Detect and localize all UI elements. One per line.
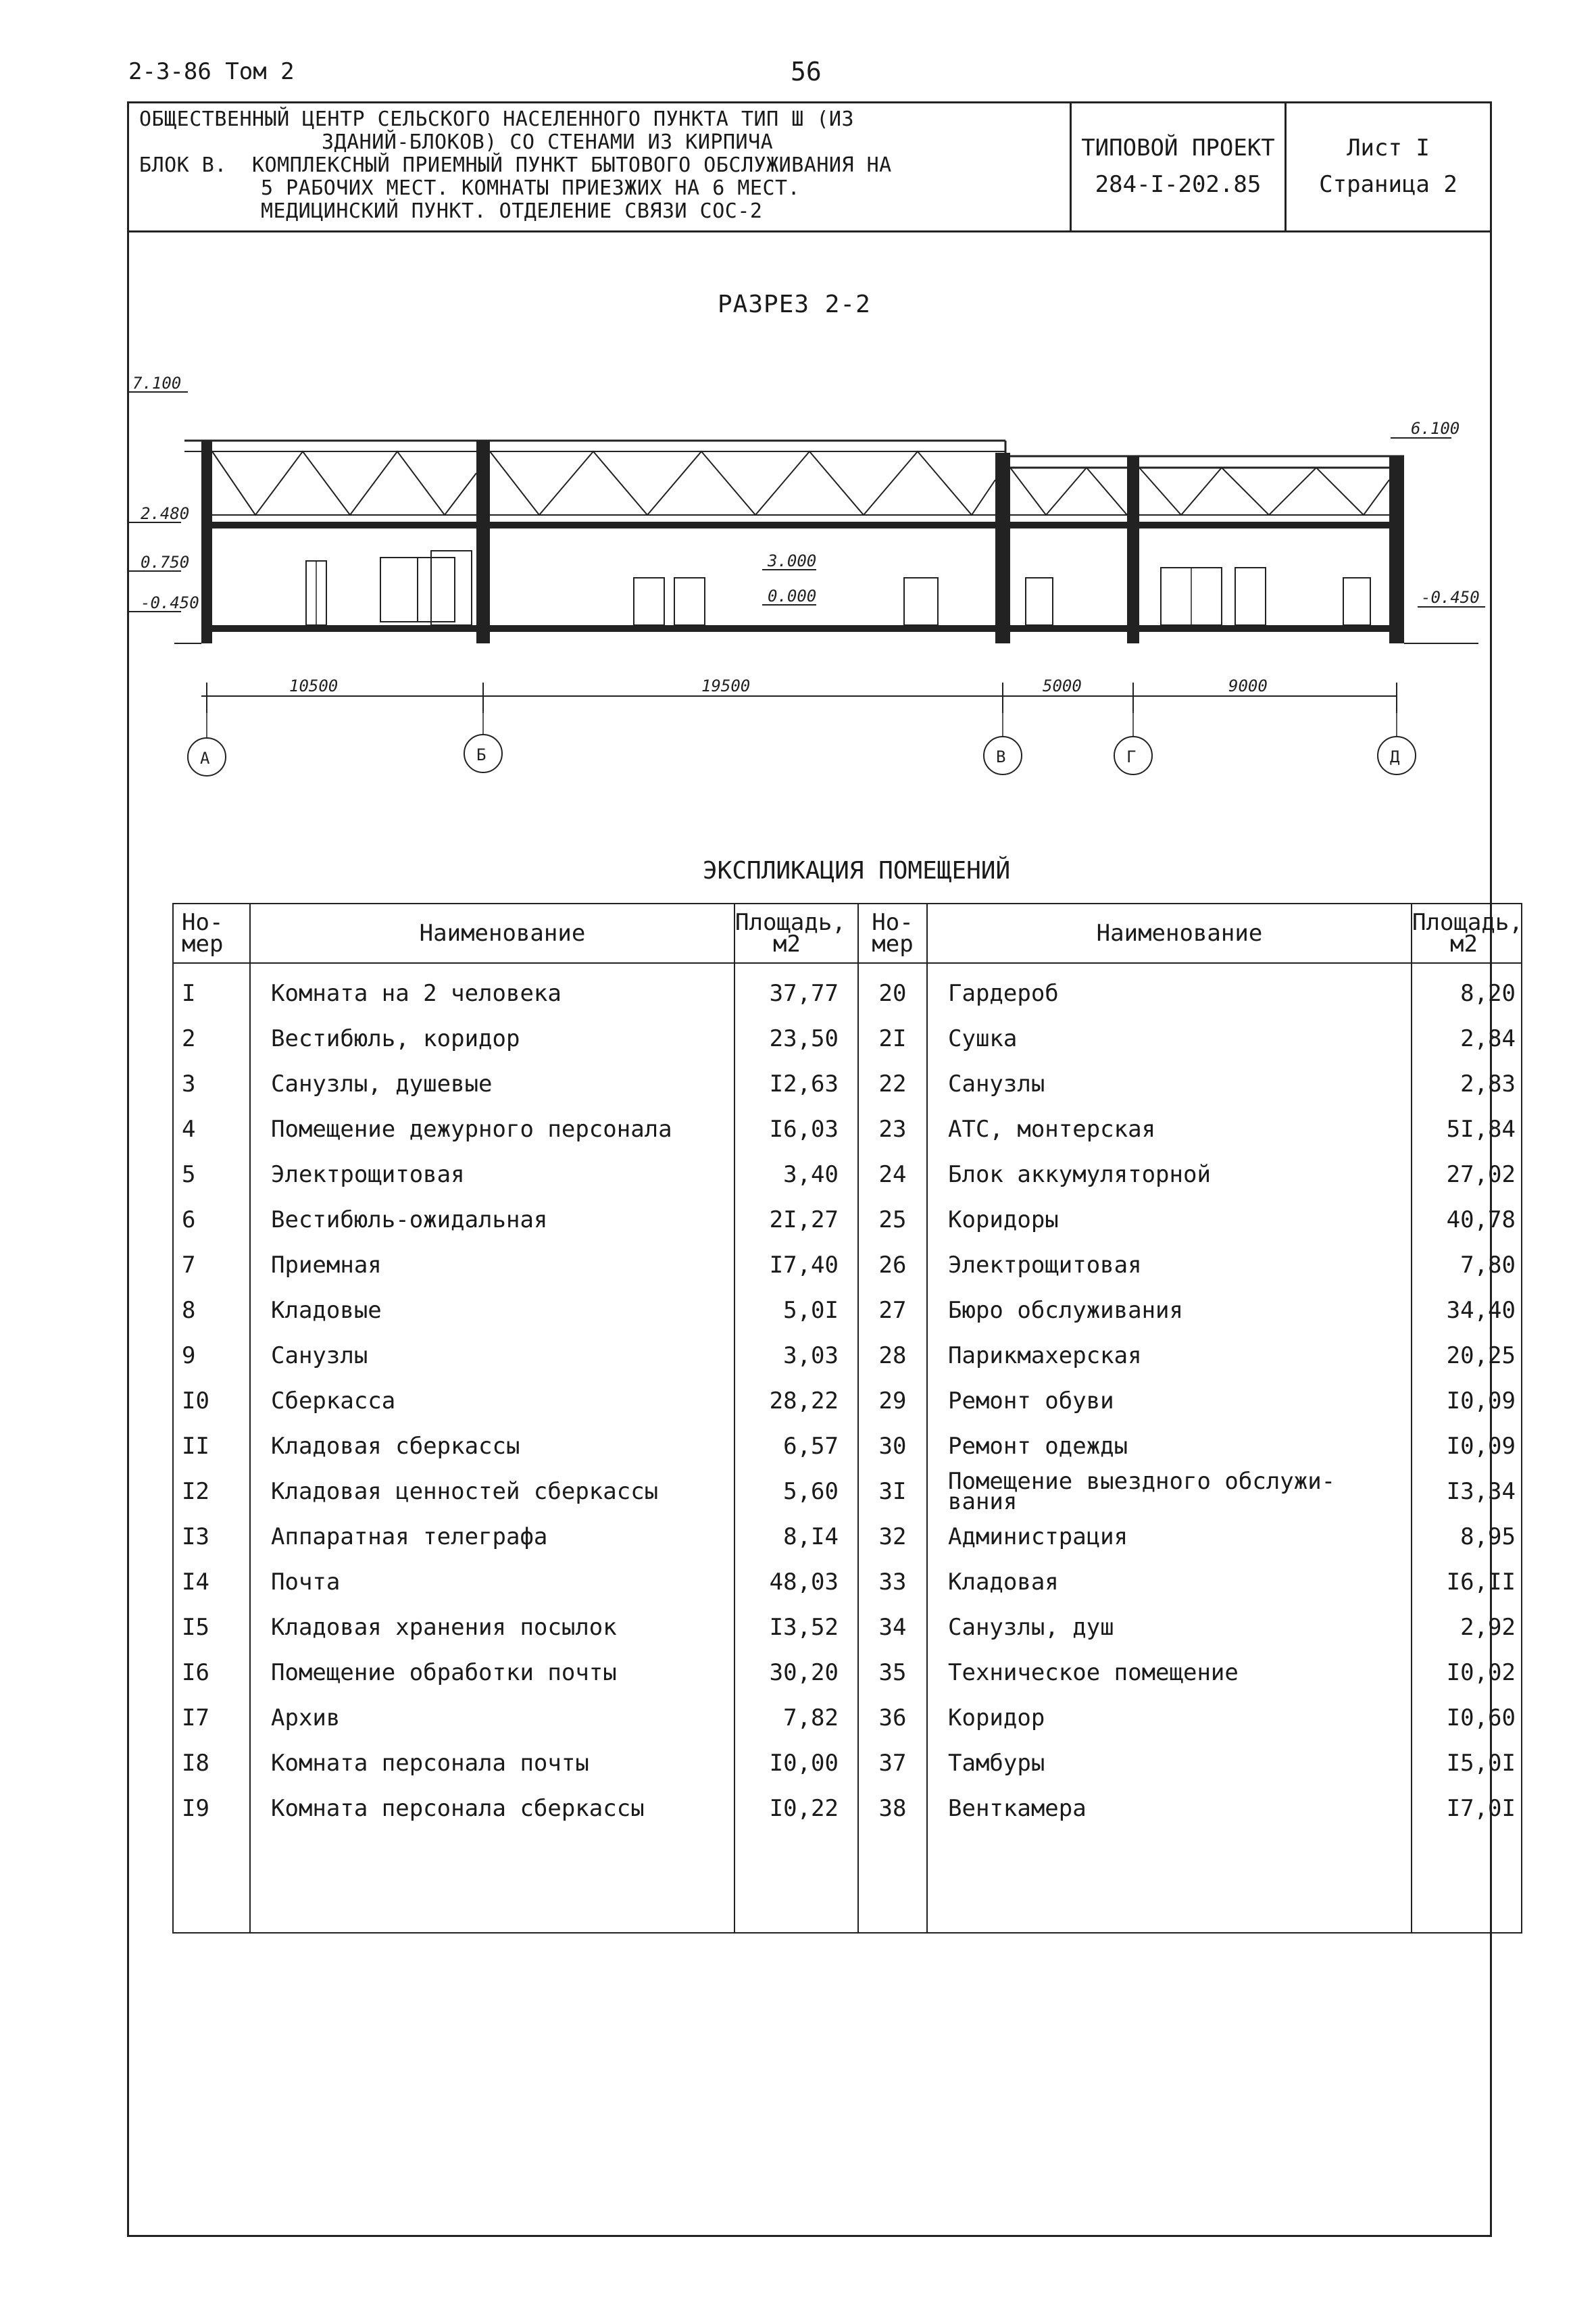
room-number: 3	[173, 1061, 250, 1106]
room-area: 6,57	[734, 1423, 858, 1469]
axis-v: В	[996, 747, 1006, 766]
room-name	[250, 1831, 734, 1933]
room-number: I6	[173, 1650, 250, 1695]
sheet-number: Лист I	[1347, 134, 1430, 162]
room-name: Помещение выездного обслужи- вания	[927, 1469, 1412, 1514]
room-number: I7	[173, 1695, 250, 1740]
room-area: I5,0I	[1412, 1740, 1522, 1786]
header-name-right: Наименование	[927, 904, 1412, 963]
room-area: 3,03	[734, 1333, 858, 1378]
header-number-left: Но- мер	[173, 904, 250, 963]
room-number: 37	[858, 1740, 927, 1786]
room-number: 3I	[858, 1469, 927, 1514]
room-number: I2	[173, 1469, 250, 1514]
table-row	[173, 1650, 1522, 1695]
room-name: Сушка	[927, 1016, 1412, 1061]
room-name	[927, 1831, 1412, 1933]
room-number: 22	[858, 1061, 927, 1106]
room-name: Техническое помещение	[927, 1650, 1412, 1695]
level-0000: 0.000	[768, 587, 817, 606]
room-area: 8,20	[1412, 963, 1522, 1016]
room-number: 34	[858, 1604, 927, 1650]
room-area: I0,60	[1412, 1695, 1522, 1740]
room-number: 5	[173, 1152, 250, 1197]
room-area: I0,02	[1412, 1650, 1522, 1695]
room-area: 5,0I	[734, 1287, 858, 1333]
table-row	[173, 1786, 1522, 1831]
room-name: Кладовые	[250, 1287, 734, 1333]
axis-a: А	[200, 749, 210, 768]
room-number	[858, 1831, 927, 1933]
room-name: Санузлы, душевые	[250, 1061, 734, 1106]
table-row	[173, 963, 1522, 1016]
room-area: 5I,84	[1412, 1106, 1522, 1152]
room-number: I3	[173, 1514, 250, 1559]
room-number: 30	[858, 1423, 927, 1469]
room-name: Электрощитовая	[927, 1242, 1412, 1287]
room-area: 40,78	[1412, 1197, 1522, 1242]
title-line-3: БЛОК В. КОМПЛЕКСНЫЙ ПРИЕМНЫЙ ПУНКТ БЫТОВОГО ОБСЛУЖИВАНИЯ НА	[139, 153, 892, 177]
room-name: Приемная	[250, 1242, 734, 1287]
header-name-left: Наименование	[250, 904, 734, 963]
room-number: 38	[858, 1786, 927, 1831]
room-number: 27	[858, 1287, 927, 1333]
room-name: Тамбуры	[927, 1740, 1412, 1786]
room-name: АТС, монтерская	[927, 1106, 1412, 1152]
room-name: Санузлы	[927, 1061, 1412, 1106]
room-area: 27,02	[1412, 1152, 1522, 1197]
table-row	[173, 1740, 1522, 1786]
room-area: 2,83	[1412, 1061, 1522, 1106]
table-row	[173, 1016, 1522, 1061]
room-number: 7	[173, 1242, 250, 1287]
explication-title: ЭКСПЛИКАЦИЯ ПОМЕЩЕНИЙ	[703, 857, 1011, 885]
room-name: Кладовая	[927, 1559, 1412, 1604]
table-row	[173, 1604, 1522, 1650]
room-area: I6,II	[1412, 1559, 1522, 1604]
project-label: ТИПОВОЙ ПРОЕКТ	[1081, 134, 1275, 162]
header-number-right: Но- мер	[858, 904, 927, 963]
room-number: 6	[173, 1197, 250, 1242]
header-area-left: Площадь, м2	[734, 904, 858, 963]
page-number: 56	[791, 57, 822, 87]
room-name: Ремонт обуви	[927, 1378, 1412, 1423]
room-area	[734, 1831, 858, 1933]
room-name: Санузлы, душ	[927, 1604, 1412, 1650]
room-number: 28	[858, 1333, 927, 1378]
room-name: Коридоры	[927, 1197, 1412, 1242]
room-number: 20	[858, 963, 927, 1016]
room-name: Венткамера	[927, 1786, 1412, 1831]
table-row	[173, 1061, 1522, 1106]
room-number: 33	[858, 1559, 927, 1604]
title-line-4: 5 РАБОЧИХ МЕСТ. КОМНАТЫ ПРИЕЗЖИХ НА 6 МЕСТ.	[261, 176, 801, 200]
room-number: I5	[173, 1604, 250, 1650]
table-row	[173, 1831, 1522, 1933]
room-number: 36	[858, 1695, 927, 1740]
room-name: Ремонт одежды	[927, 1423, 1412, 1469]
room-area: I6,03	[734, 1106, 858, 1152]
room-name: Помещение дежурного персонала	[250, 1106, 734, 1152]
room-number: 25	[858, 1197, 927, 1242]
axis-g: Г	[1126, 747, 1137, 766]
dimension-19500: 19500	[701, 676, 751, 695]
title-line-2: ЗДАНИЙ-БЛОКОВ) СО СТЕНАМИ ИЗ КИРПИЧА	[322, 130, 774, 154]
room-name: Санузлы	[250, 1333, 734, 1378]
room-number: I8	[173, 1740, 250, 1786]
room-area: I0,09	[1412, 1378, 1522, 1423]
room-name: Сберкасса	[250, 1378, 734, 1423]
title-block	[127, 101, 1492, 232]
level-6100: 6.100	[1411, 419, 1460, 438]
room-name: Кладовая ценностей сберкассы	[250, 1469, 734, 1514]
table-row	[173, 1242, 1522, 1287]
room-area: I3,52	[734, 1604, 858, 1650]
room-number: I9	[173, 1786, 250, 1831]
room-area: 30,20	[734, 1650, 858, 1695]
table-row	[173, 1106, 1522, 1152]
title-block-description	[127, 101, 1072, 230]
room-name: Коридор	[927, 1695, 1412, 1740]
table-row	[173, 1333, 1522, 1378]
room-number: 9	[173, 1333, 250, 1378]
section-title: РАЗРЕЗ 2-2	[718, 291, 871, 318]
room-area: I2,63	[734, 1061, 858, 1106]
room-area: 23,50	[734, 1016, 858, 1061]
room-area: 7,80	[1412, 1242, 1522, 1287]
project-code: 284-I-202.85	[1095, 170, 1262, 198]
room-name: Комната персонала почты	[250, 1740, 734, 1786]
header-area-right: Площадь, м2	[1412, 904, 1522, 963]
room-name: Гардероб	[927, 963, 1412, 1016]
document-reference: 2-3-86 Том 2	[128, 58, 295, 85]
room-number: 26	[858, 1242, 927, 1287]
level-7100: 7.100	[132, 374, 182, 393]
room-name: Блок аккумуляторной	[927, 1152, 1412, 1197]
explication-table	[172, 903, 1522, 1934]
room-area: 20,25	[1412, 1333, 1522, 1378]
room-area: I3,34	[1412, 1469, 1522, 1514]
table-row	[173, 1695, 1522, 1740]
room-area: 7,82	[734, 1695, 858, 1740]
table-row	[173, 1514, 1522, 1559]
room-area: 48,03	[734, 1559, 858, 1604]
dimension-9000: 9000	[1228, 676, 1268, 695]
room-area: 8,95	[1412, 1514, 1522, 1559]
table-row	[173, 1287, 1522, 1333]
room-area: 3,40	[734, 1152, 858, 1197]
room-number: I	[173, 963, 250, 1016]
sheet-page: Страница 2	[1319, 170, 1457, 198]
room-name: Администрация	[927, 1514, 1412, 1559]
room-area	[1412, 1831, 1522, 1933]
room-name: Вестибюль, коридор	[250, 1016, 734, 1061]
title-line-5: МЕДИЦИНСКИЙ ПУНКТ. ОТДЕЛЕНИЕ СВЯЗИ СОС-2	[261, 199, 763, 223]
room-number: I0	[173, 1378, 250, 1423]
room-name: Бюро обслуживания	[927, 1287, 1412, 1333]
title-line-1: ОБЩЕСТВЕННЫЙ ЦЕНТР СЕЛЬСКОГО НАСЕЛЕННОГО ПУНКТА ТИП Ш (ИЗ	[139, 107, 855, 131]
room-name: Кладовая хранения посылок	[250, 1604, 734, 1650]
room-number: 8	[173, 1287, 250, 1333]
room-area: I0,22	[734, 1786, 858, 1831]
room-name: Комната персонала сберкассы	[250, 1786, 734, 1831]
room-name: Электрощитовая	[250, 1152, 734, 1197]
axis-b: Б	[476, 745, 487, 764]
room-number	[173, 1831, 250, 1933]
room-area: 8,I4	[734, 1514, 858, 1559]
table-row	[173, 1559, 1522, 1604]
level-0750: 0.750	[141, 553, 190, 572]
room-number: I4	[173, 1559, 250, 1604]
room-area: I0,00	[734, 1740, 858, 1786]
room-area: 2I,27	[734, 1197, 858, 1242]
section-drawing	[127, 365, 1492, 784]
room-number: II	[173, 1423, 250, 1469]
axis-d: Д	[1390, 747, 1400, 766]
room-name: Помещение обработки почты	[250, 1650, 734, 1695]
room-name: Вестибюль-ожидальная	[250, 1197, 734, 1242]
room-number: 29	[858, 1378, 927, 1423]
room-number: 32	[858, 1514, 927, 1559]
level-m0450-right: -0.450	[1421, 588, 1480, 607]
table-row	[173, 1152, 1522, 1197]
room-name: Кладовая сберкассы	[250, 1423, 734, 1469]
room-area: 34,40	[1412, 1287, 1522, 1333]
explication-body	[173, 963, 1522, 1933]
room-area: I7,0I	[1412, 1786, 1522, 1831]
explication-header-row	[173, 904, 1522, 963]
room-number: 2I	[858, 1016, 927, 1061]
room-number: 23	[858, 1106, 927, 1152]
title-description-text	[139, 108, 892, 223]
room-name: Почта	[250, 1559, 734, 1604]
room-area: I0,09	[1412, 1423, 1522, 1469]
room-area: 2,92	[1412, 1604, 1522, 1650]
room-area: I7,40	[734, 1242, 858, 1287]
table-row	[173, 1378, 1522, 1423]
title-block-sheet	[1287, 101, 1490, 230]
room-name: Архив	[250, 1695, 734, 1740]
level-2480: 2.480	[141, 504, 190, 523]
room-number: 4	[173, 1106, 250, 1152]
room-area: 2,84	[1412, 1016, 1522, 1061]
room-name: Аппаратная телеграфа	[250, 1514, 734, 1559]
level-m0450-left: -0.450	[141, 593, 199, 612]
room-number: 2	[173, 1016, 250, 1061]
title-block-project	[1072, 101, 1287, 230]
room-area: 28,22	[734, 1378, 858, 1423]
room-number: 35	[858, 1650, 927, 1695]
room-name: Комната на 2 человека	[250, 963, 734, 1016]
room-area: 5,60	[734, 1469, 858, 1514]
room-number: 24	[858, 1152, 927, 1197]
room-area: 37,77	[734, 963, 858, 1016]
table-row	[173, 1423, 1522, 1469]
level-3000: 3.000	[768, 551, 817, 570]
dimension-5000: 5000	[1043, 676, 1082, 695]
dimension-10500: 10500	[289, 676, 339, 695]
table-row	[173, 1469, 1522, 1514]
table-row	[173, 1197, 1522, 1242]
room-name: Парикмахерская	[927, 1333, 1412, 1378]
